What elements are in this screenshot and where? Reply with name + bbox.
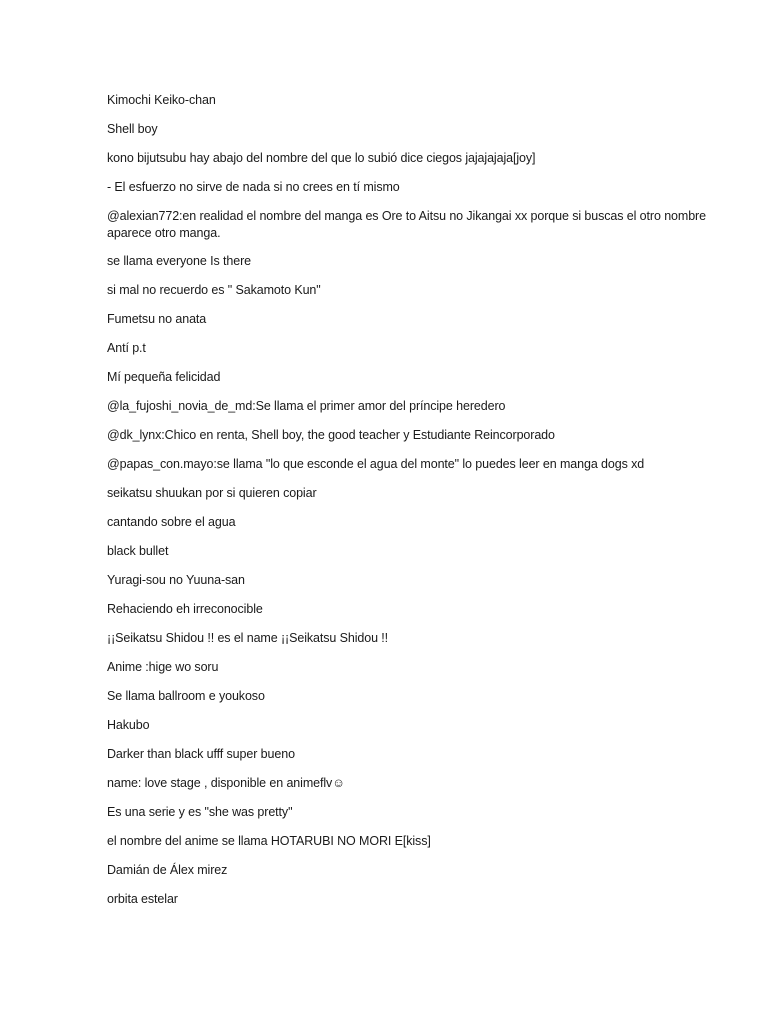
text-line: name: love stage , disponible en animeflv☺: [107, 776, 345, 790]
text-line: si mal no recuerdo es " Sakamoto Kun": [107, 283, 321, 297]
text-line: @la_fujoshi_novia_de_md:Se llama el primer amor del príncipe heredero: [107, 399, 506, 413]
text-line: kono bijutsubu hay abajo del nombre del que lo subió dice ciegos jajajajaja[joy]: [107, 151, 536, 165]
document-page: [107, 92, 707, 920]
text-line: @alexian772:en realidad el nombre del manga es Ore to Aitsu no Jikangai xx porque si buscas el otro nombre aparece otro manga.: [107, 209, 706, 240]
text-line: Damián de Álex mirez: [107, 863, 228, 877]
text-line: cantando sobre el agua: [107, 515, 236, 529]
text-line: Antí p.t: [107, 341, 146, 355]
text-line: Shell boy: [107, 122, 158, 136]
text-line: seikatsu shuukan por si quieren copiar: [107, 486, 317, 500]
text-line: ¡¡Seikatsu Shidou !! es el name ¡¡Seikatsu Shidou !!: [107, 631, 389, 645]
text-line: orbita estelar: [107, 892, 178, 906]
text-line: @papas_con.mayo:se llama "lo que esconde el agua del monte" lo puedes leer en manga dogs xd: [107, 457, 645, 471]
text-line: el nombre del anime se llama HOTARUBI NO MORI E[kiss]: [107, 834, 431, 848]
text-line: Es una serie y es "she was pretty": [107, 805, 293, 819]
text-line: Mí pequeña felicidad: [107, 370, 221, 384]
text-line: @dk_lynx:Chico en renta, Shell boy, the good teacher y Estudiante Reincorporado: [107, 428, 555, 442]
text-line: se llama everyone Is there: [107, 254, 252, 268]
text-line: - El esfuerzo no sirve de nada si no crees en tí mismo: [107, 180, 400, 194]
text-line: Darker than black ufff super bueno: [107, 747, 295, 761]
text-line: Hakubo: [107, 718, 150, 732]
text-line: Kimochi Keiko-chan: [107, 93, 216, 107]
text-line: black bullet: [107, 544, 169, 558]
text-line: Yuragi-sou no Yuuna-san: [107, 573, 245, 587]
text-line: Rehaciendo eh irreconocible: [107, 602, 263, 616]
text-line: Se llama ballroom e youkoso: [107, 689, 265, 703]
text-line: Fumetsu no anata: [107, 312, 207, 326]
text-line: Anime :hige wo soru: [107, 660, 219, 674]
